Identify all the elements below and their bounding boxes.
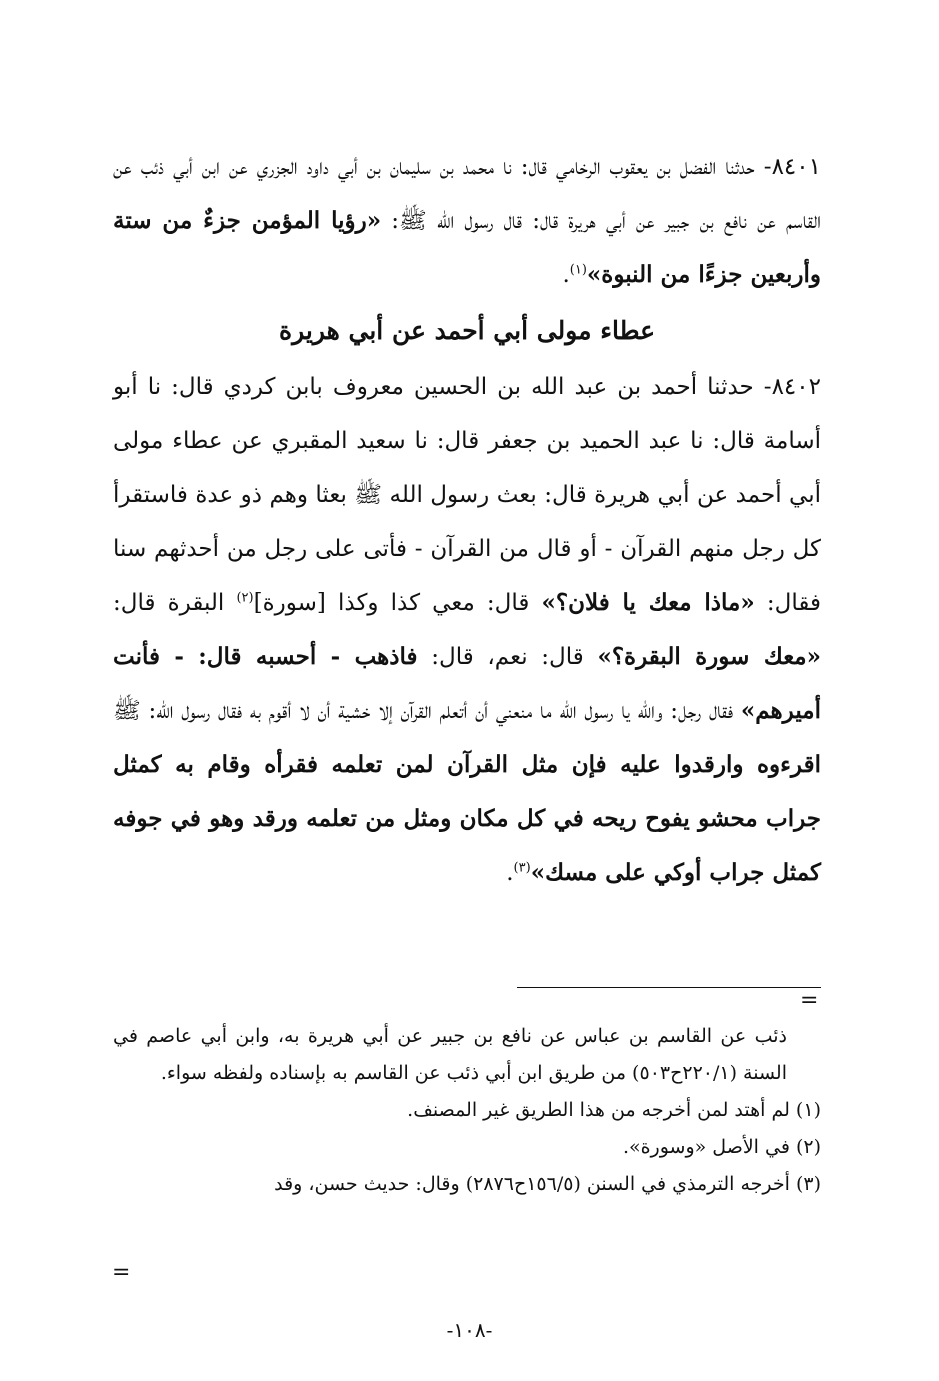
hadith-8401-quote: «رؤيا المؤمن جزءٌ من ستة وأربعين جزءًا من النبوة» — [113, 207, 821, 288]
hadith-8401 — [113, 140, 821, 302]
footnote-3: (٣) أخرجه الترمذي في السنن (١٥٦/٥ح٢٨٧٦) وقال: حديث حسن، وقد — [274, 1173, 821, 1195]
page-number: -١٠٨- — [446, 1318, 493, 1342]
section-heading: عطاء مولى أبي أحمد عن أبي هريرة — [278, 316, 655, 345]
hadith-8402-bold4: اقرءوه وارقدوا عليه فإن مثل القرآن لمن تعلمه فقرأه وقام به كمثل جراب محشو يفوح ريحه في كل مكان ومثل من تعلمه ورقد وهو في جوفه كمثل جراب أوكي على مسك» — [113, 751, 821, 886]
hadith-8402-part3: البقرة قال: — [113, 590, 237, 616]
hadith-8402-end: . — [506, 860, 514, 886]
hadith-8401-text: ٨٤٠١- حدثنا الفضل بن يعقوب الرخامي قال: نا محمد بن سليمان بن أبي داود الجزري عن ابن أبي ذئب عن القاسم عن نافع بن جبير عن أبي هريرة قال: قال رسول الله ﷺ: — [113, 154, 821, 234]
footnote-2: (٢) في الأصل «وسورة». — [622, 1136, 821, 1158]
hadith-8402-part5: فقال رجل: والله يا رسول الله ما منعني أن أتعلم القرآن إلا خشية أن لا أقوم به فقال رسول الله: ﷺ — [113, 698, 741, 724]
footnote-1: (١) لم أهتد لمن أخرجه من هذا الطريق غير المصنف. — [407, 1099, 821, 1121]
hadith-8402-bold3: فاذهب - أحسبه قال: - فأنت أميرهم» — [113, 643, 821, 724]
continuation-mark-top: = — [800, 988, 819, 1013]
footnote-continued: ذئب عن القاسم بن عباس عن نافع بن جبير عن أبي هريرة به، وابن أبي عاصم في السنة (٢٢٠/١ح٥٠٣) من طريق ابن أبي ذئب عن القاسم به بإسناده ولفظه سواء. — [113, 1025, 787, 1084]
hadith-8402-part1: ٨٤٠٢- حدثنا أحمد بن عبد الله بن الحسين معروف بابن كردي قال: نا أبو أسامة قال: نا عبد الحميد بن جعفر قال: نا سعيد المقبري عن عطاء مولى أبي أحمد عن أبي هريرة قال: بعث رسول الله ﷺ بعثا وهم ذو عدة فاستقرأ كل رجل منهم القرآن - أو قال من القرآن - فأتى على رجل من أحدثهم سنا فقال: — [113, 374, 821, 616]
footnote-separator — [517, 987, 821, 988]
hadith-8402-bold2: «معك سورة البقرة؟» — [597, 643, 821, 670]
hadith-8401-end: . — [562, 262, 570, 288]
footnote-ref-3[interactable]: (٣) — [513, 860, 531, 876]
continuation-mark-bottom: = — [112, 1260, 131, 1285]
hadith-8402 — [113, 360, 821, 900]
hadith-8402-part4: قال: نعم، قال: — [417, 644, 598, 670]
hadith-8402-part2: قال: معي كذا وكذا [سورة] — [253, 590, 542, 616]
footnote-ref-1[interactable]: (١) — [569, 262, 587, 278]
main-text — [113, 140, 821, 900]
footnote-ref-2[interactable]: (٢) — [236, 590, 254, 606]
hadith-8402-bold1: «ماذا معك يا فلان؟» — [541, 589, 755, 616]
footnotes — [113, 1018, 821, 1203]
